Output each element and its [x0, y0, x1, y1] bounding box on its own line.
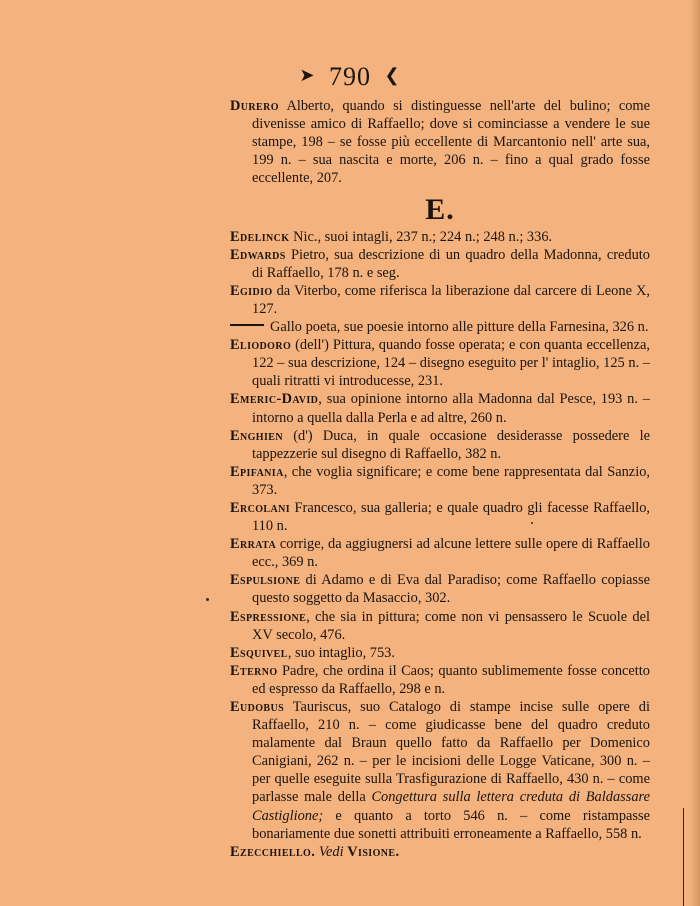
entry-head: Edelinck [230, 228, 290, 245]
page-number: 790 [329, 62, 371, 91]
entry-head: Eudobus [230, 699, 285, 715]
entry-head: Ercolani [230, 499, 291, 516]
entry-text: , suo intaglio, 753. [287, 644, 395, 661]
entry-head: Espulsione [230, 572, 301, 589]
entry-text: corrige, da aggiugnersi ad alcune lettere sulle opere di Raffaello ecc., 369 n. [252, 536, 650, 571]
index-entry [230, 843, 650, 861]
entry-head: Errata [230, 536, 277, 553]
ditto-dash [230, 324, 264, 326]
index-entry [230, 463, 650, 499]
entry-text: Padre, che ordina il Caos; quanto sublimemente fosse concetto ed espresso da Raffaello, 298 e n. [252, 662, 650, 697]
index-entry [230, 318, 650, 336]
entry-text: , sua opinione intorno alla Madonna dal Pesce, 193 n. – intorno a quella dalla Perla e ad altre, 260 n. [252, 391, 650, 426]
page-edge-line [683, 808, 684, 906]
index-entry [230, 282, 650, 318]
entry-text: Nic., suoi intagli, 237 n.; 224 n.; 248 n.; 336. [289, 228, 553, 245]
entry-head: Espressione [230, 608, 307, 625]
entry-head: Emeric-David [230, 391, 319, 408]
entry-text: di Adamo e di Eva dal Paradiso; come Raffaello copiasse questo soggetto da Masaccio, 302. [252, 572, 650, 607]
entry-text: da Viterbo, come riferisca la liberazione dal carcere di Leone X, 127. [252, 282, 650, 317]
index-entry [230, 499, 650, 535]
entry-head: Edwards [230, 246, 286, 263]
page-header [0, 62, 700, 92]
entry-text: , che sia in pittura; come non vi pensassero le Scuole del XV secolo, 476. [252, 608, 650, 643]
entry-head: Enghien [230, 427, 283, 444]
print-speck [206, 598, 209, 601]
entry-text: , che voglia significare; e come bene rappresentata dal Sanzio, 373. [252, 463, 650, 498]
index-entry-durero [230, 97, 650, 187]
entry-head: Epifania [230, 463, 284, 480]
arrow-right-icon: ➤ [299, 65, 316, 85]
index-entry [230, 644, 650, 662]
index-entry [230, 535, 650, 571]
entry-head: Egidio [230, 282, 273, 299]
entry-italic-text: Congettura sulla lettera creduta di Baldassare Castiglione; [252, 789, 650, 824]
section-letter: E. [425, 193, 455, 227]
entry-text: (d') Duca, in quale occasione desiderasse possedere le tappezzerie sul disegno di Raffaello, 382 n. [252, 427, 650, 462]
entry-head: Eliodoro [230, 337, 292, 354]
page-edge-shadow [690, 0, 700, 906]
index-entry [230, 662, 650, 698]
entry-head: Esquivel [230, 644, 288, 661]
index-entry [230, 336, 650, 390]
entry-text: Gallo poeta, sue poesie intorno alle pitture della Farnesina, 326 n. [270, 319, 649, 336]
entry-text: Tauriscus, suo Catalogo di stampe incise sulle opere di Raffaello, 210 n. – come giudicasse bene del quadro creduto malamente dal Braun quello fatto da Raffaello per Domenico Canigiani, 262 n. – per le incisioni delle Logge Vaticane, 300 n. – per quelle eseguite sulla Trasfigurazione di Raffaello, 430 n. – come parlasse male della [252, 699, 650, 806]
index-entry [230, 427, 650, 463]
arrow-left-icon: ❮ [384, 65, 401, 85]
entry-text: Francesco, sua galleria; e quale quadro gli facesse Raffaello, 110 n. [252, 499, 650, 535]
entry-text: Pietro, sua descrizione di un quadro della Madonna, creduto di Raffaello, 178 n. e seg. [252, 246, 650, 281]
index-entry [230, 228, 650, 246]
index-entry [230, 571, 650, 607]
entry-head: Eterno [230, 662, 278, 679]
index-body [230, 97, 650, 861]
index-entry [230, 698, 650, 843]
index-entry [230, 608, 650, 644]
entry-text: Alberto, quando si distinguesse nell'arte del bulino; come divenisse amico di Raffaello; dove si cominciasse a vendere le sue stampe, 198 – se fosse più eccellente di Marcantonio nell' arte sua, 199 n. – sua nascita e morte, 206 n. – fino a qual grado fosse eccellente, 207. [252, 98, 650, 187]
index-entry [230, 246, 650, 282]
cross-reference-target: Visione. [347, 843, 400, 860]
entry-text: (dell') Pittura, quando fosse operata; e con quanta eccellenza, 122 – sua descrizione, 124 – disegno eseguito per l' intaglio, 125 n. – quali ritratti vi introducesse, 231. [252, 337, 650, 390]
cross-reference-label: Vedi [315, 843, 348, 860]
print-speck [531, 522, 533, 524]
entry-head: Durero [230, 98, 279, 114]
entry-text: e quanto a torto 546 n. – come ristampasse bonariamente due sonetti attribuiti erroneamente a Raffaello, 558 n. [252, 807, 650, 842]
entry-head: Ezecchiello. [230, 843, 316, 860]
index-entry [230, 390, 650, 426]
